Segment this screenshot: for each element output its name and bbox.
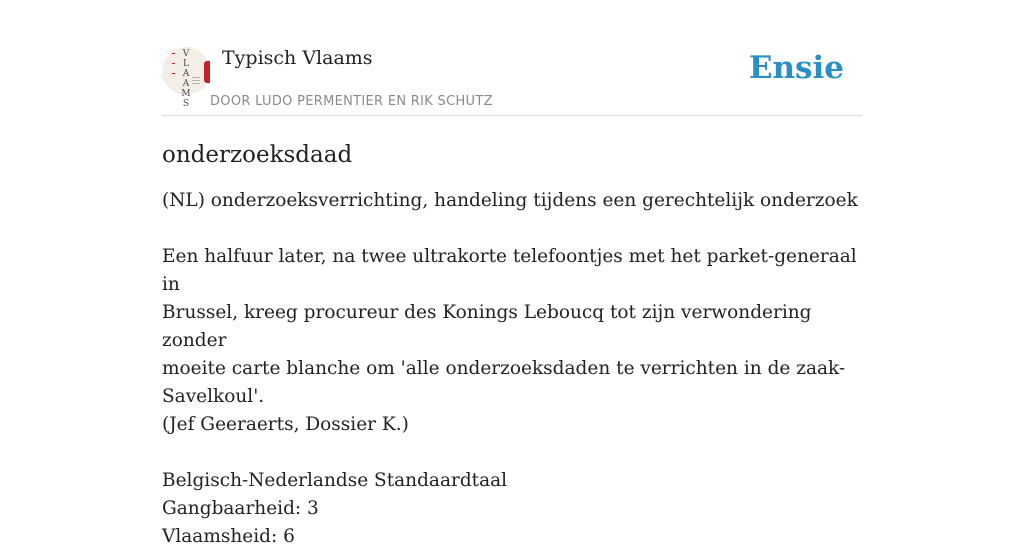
entry-definition: (NL) onderzoeksverrichting, handeling tijdens een gerechtelijk onderzoek <box>162 190 858 211</box>
meta-language: Belgisch-Nederlandse Standaardtaal <box>162 470 508 491</box>
logo-mark <box>172 53 175 54</box>
logo-stripe <box>204 61 210 83</box>
logo-mark <box>172 63 175 64</box>
example-line: Savelkoul'. <box>162 386 265 407</box>
brand-logo[interactable]: Ensie <box>748 50 844 86</box>
spacer <box>162 215 862 243</box>
logo-mark <box>172 73 175 74</box>
logo-image[interactable] <box>162 47 210 109</box>
entry-term: onderzoeksdaad <box>162 142 353 168</box>
byline: DOOR LUDO PERMENTIER EN RIK SCHUTZ <box>210 94 493 109</box>
site-title[interactable]: Typisch Vlaams <box>222 47 373 69</box>
spacer <box>162 439 862 467</box>
logo-letters: V L A A M S <box>181 49 191 109</box>
example-line: Een halfuur later, na twee ultrakorte telefoontjes met het parket-generaal in <box>162 246 857 295</box>
entry-content <box>162 138 862 551</box>
example-line: Brussel, kreeg procureur des Konings Leboucq tot zijn verwondering zonder <box>162 302 812 351</box>
example-line: moeite carte blanche om 'alle onderzoeksdaden te verrichten in de zaak- <box>162 358 846 379</box>
meta-gangbaarheid: Gangbaarheid: 3 <box>162 498 319 519</box>
logo-mark <box>192 80 200 81</box>
header <box>162 44 862 116</box>
entry-body <box>162 187 862 551</box>
meta-vlaamsheid: Vlaamsheid: 6 <box>162 526 295 547</box>
logo-mark <box>192 77 200 78</box>
example-source: (Jef Geeraerts, Dossier K.) <box>162 414 409 435</box>
logo-mark <box>192 83 200 84</box>
